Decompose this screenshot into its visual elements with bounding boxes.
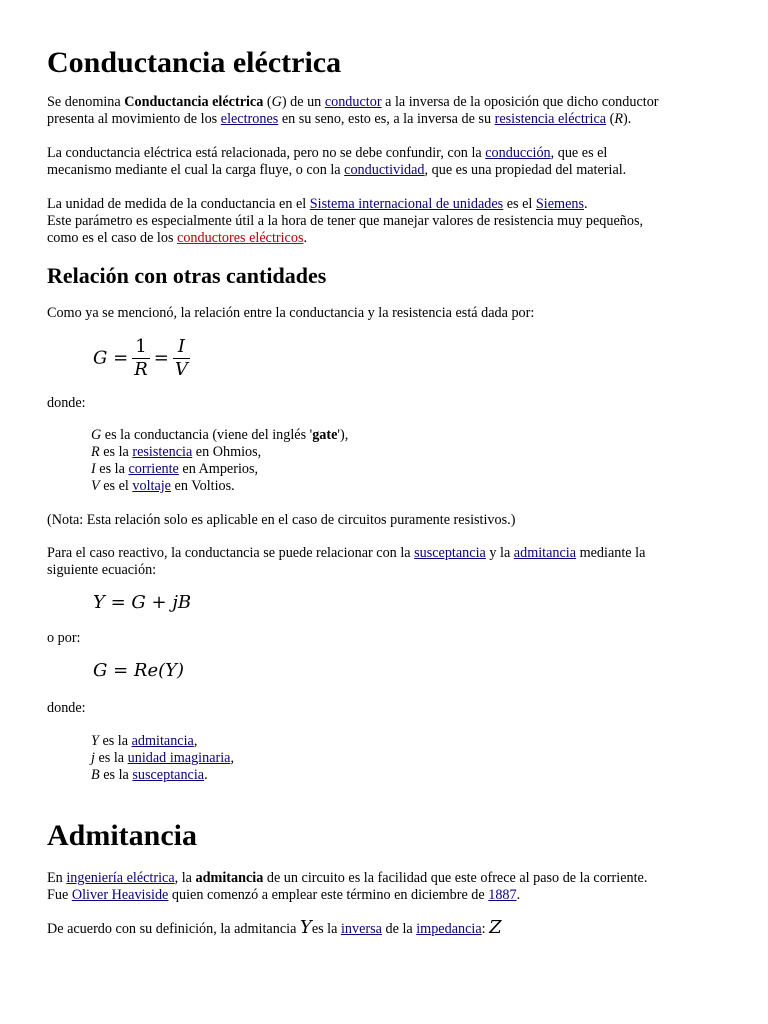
list-item-v: V es el voltaje en Voltios. [91, 478, 235, 494]
label-donde-2: donde: [47, 700, 86, 716]
link-admitancia-list[interactable]: admitancia [131, 733, 194, 749]
link-susceptancia-list[interactable]: susceptancia [132, 767, 205, 783]
link-admitancia[interactable]: admitancia [513, 545, 577, 561]
paragraph-admitancia-line-2: Fue Oliver Heaviside quien comenzó a emplear este término en diciembre de 1887. [47, 887, 521, 903]
link-conduccion[interactable]: conducción [485, 145, 551, 161]
symbol-y: Y [299, 917, 312, 938]
symbol-r: R [614, 111, 624, 127]
label-o-por: o por: [47, 630, 81, 646]
paragraph-unidad-line-2: Este parámetro es especialmente útil a la hora de tener que manejar valores de resistencia muy pequeños, [47, 213, 644, 229]
paragraph-unidad-line-1: La unidad de medida de la conductancia en el Sistema internacional de unidades es el Siemens. [47, 196, 588, 212]
fraction-i-over-v: $\frac{I}{V}$ [174, 336, 188, 380]
link-conductor[interactable]: conductor [324, 94, 382, 110]
link-1887[interactable]: 1887 [488, 887, 517, 903]
link-electrones[interactable]: electrones [220, 111, 279, 127]
link-conductores-electricos[interactable]: conductores eléctricos [177, 230, 304, 246]
list-item-g: G es la conductancia (viene del inglés 'gate'), [91, 427, 349, 443]
list-item-y: Y es la admitancia, [91, 733, 198, 749]
list-item-i: I es la corriente en Amperios, [91, 461, 259, 477]
link-ingenieria-electrica[interactable]: ingeniería eléctrica [66, 870, 175, 886]
paragraph-intro-relacion: Como ya se mencionó, la relación entre la conductancia y la resistencia está dada por: [47, 305, 535, 321]
paragraph-nota: (Nota: Esta relación solo es aplicable en el caso de circuitos puramente resistivos.) [47, 512, 516, 528]
link-impedancia[interactable]: impedancia [416, 921, 482, 937]
link-resistencia-electrica[interactable]: resistencia eléctrica [494, 111, 607, 127]
link-unidad-imaginaria[interactable]: unidad imaginaria [127, 750, 231, 766]
paragraph-conduccion-line-1: La conductancia eléctrica está relacionada, pero no se debe confundir, con la conducción, que es el [47, 145, 608, 161]
paragraph-definition-line-1: Se denomina Conductancia eléctrica (G) de un conductor a la inversa de la oposición que dicho conductor [47, 94, 659, 110]
link-resistencia[interactable]: resistencia [132, 444, 193, 460]
link-sistema-internacional[interactable]: Sistema internacional de unidades [309, 196, 504, 212]
section-heading-admitancia: Admitancia [47, 819, 197, 852]
paragraph-definition-line-2: presenta al movimiento de los electrones en su seno, esto es, a la inversa de su resistencia eléctrica (R). [47, 111, 632, 127]
term-admitancia: admitancia [195, 870, 264, 886]
list-item-r: R es la resistencia en Ohmios, [91, 444, 262, 460]
formula-conductancia: G = $\frac{1}{R}$ = $\frac{I}{V}$ [93, 336, 188, 380]
paragraph-reactivo-line-1: Para el caso reactivo, la conductancia se puede relacionar con la susceptancia y la admitancia mediante la [47, 545, 646, 561]
link-siemens[interactable]: Siemens [535, 196, 584, 212]
formula-admitancia: Y = G + jB [93, 592, 192, 613]
link-inversa[interactable]: inversa [340, 921, 382, 937]
link-susceptancia[interactable]: susceptancia [414, 545, 486, 561]
paragraph-reactivo-line-2: siguiente ecuación: [47, 562, 157, 578]
link-corriente[interactable]: corriente [128, 461, 179, 477]
symbol-z: Z [489, 917, 502, 938]
page-title: Conductancia eléctrica [47, 46, 342, 79]
link-oliver-heaviside[interactable]: Oliver Heaviside [71, 887, 169, 903]
section-heading-relacion: Relación con otras cantidades [47, 263, 327, 288]
list-item-b: B es la susceptancia. [91, 767, 208, 783]
term-conductancia: Conductancia eléctrica [124, 94, 264, 110]
label-donde-1: donde: [47, 395, 86, 411]
formula-re-y: G = Re(Y) [93, 660, 185, 681]
link-conductividad[interactable]: conductividad [344, 162, 425, 178]
paragraph-conduccion-line-2: mecanismo mediante el cual la carga fluye, o con la conductividad, que es una propiedad del material. [47, 162, 627, 178]
paragraph-definicion-admitancia: De acuerdo con su definición, la admitancia Yes la inversa de la impedancia: Z [47, 917, 502, 938]
list-item-j: j es la unidad imaginaria, [91, 750, 235, 766]
link-voltaje[interactable]: voltaje [132, 478, 171, 494]
paragraph-unidad-line-3: como es el caso de los conductores eléctricos. [47, 230, 308, 246]
paragraph-admitancia-line-1: En ingeniería eléctrica, la admitancia de un circuito es la facilidad que este ofrece al paso de la corriente. [47, 870, 648, 886]
symbol-g: G [271, 94, 282, 110]
fraction-1-over-r: $\frac{1}{R}$ [134, 336, 148, 380]
